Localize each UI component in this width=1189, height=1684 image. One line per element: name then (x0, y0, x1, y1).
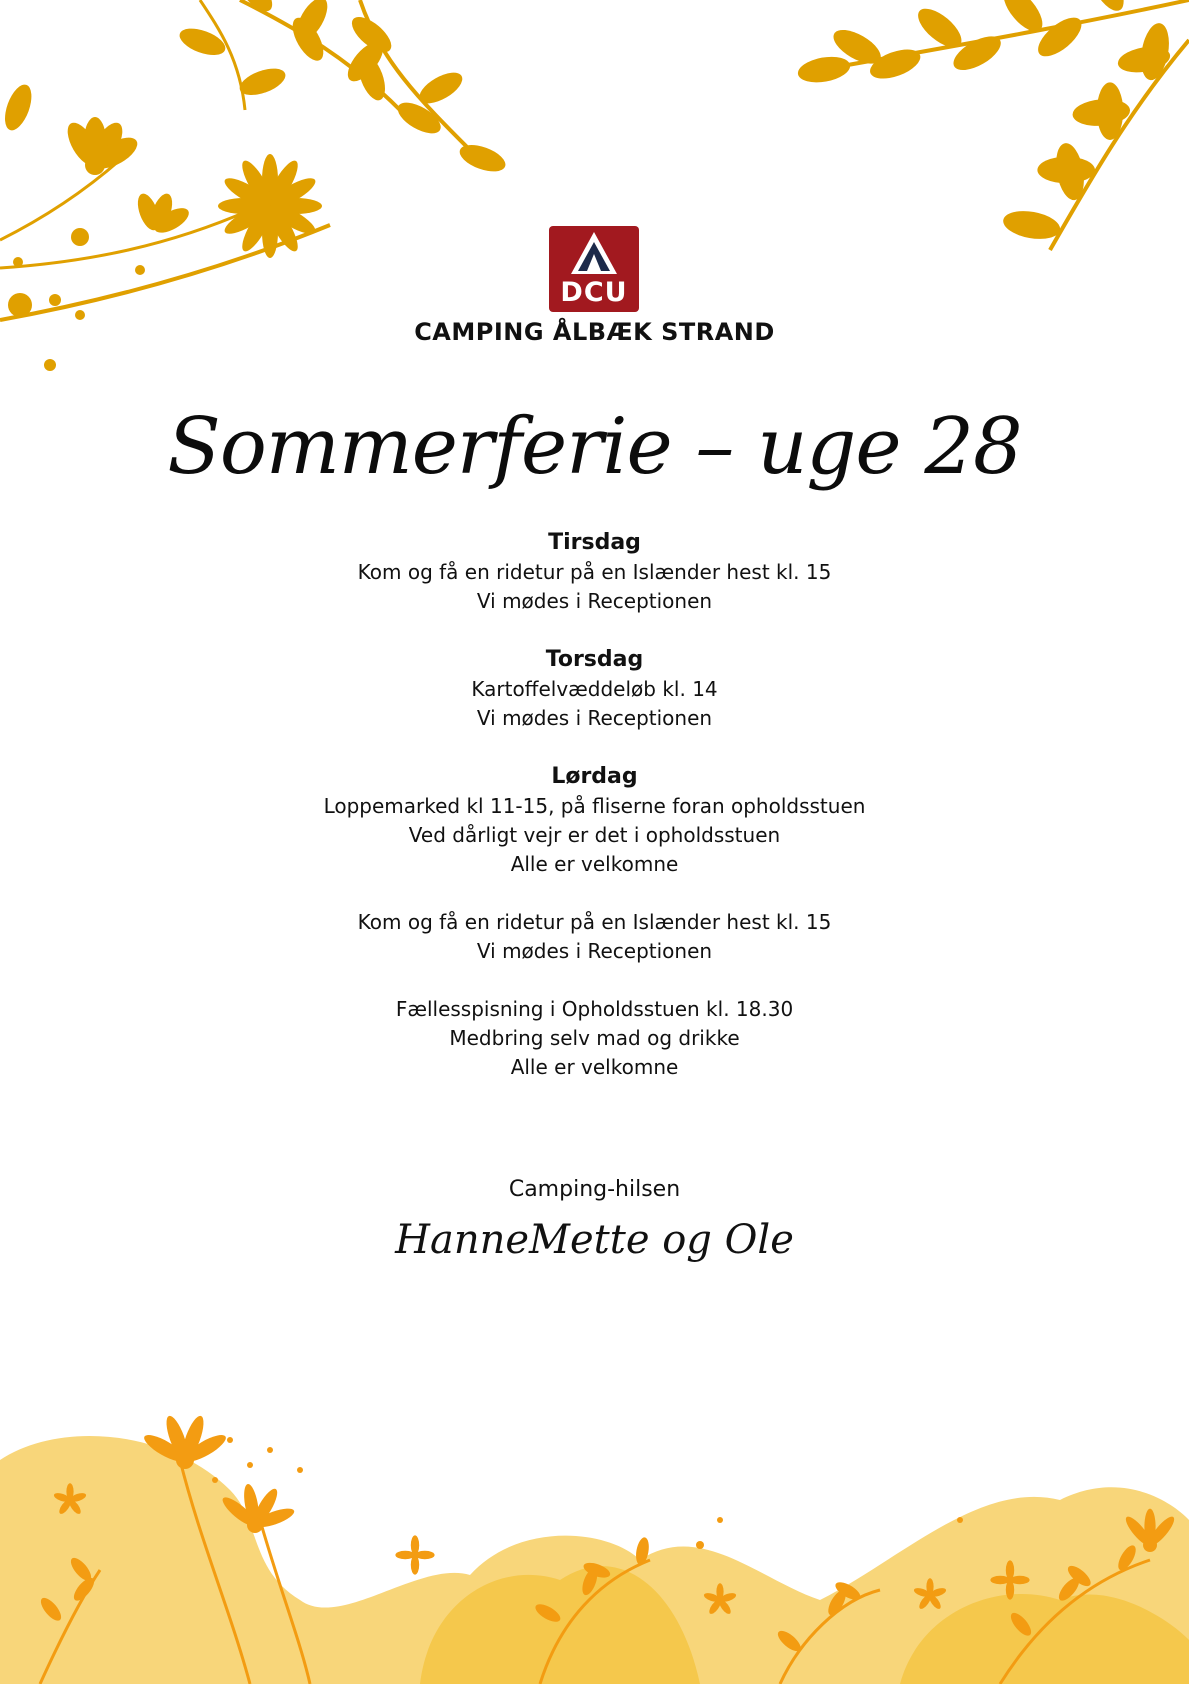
signature: HanneMette og Ole (395, 1217, 794, 1263)
event-line: Kom og få en ridetur på en Islænder hest kl. 15 (357, 910, 832, 934)
day-heading: Torsdag (545, 647, 644, 672)
schedule (0, 528, 1189, 1111)
schedule-item (0, 762, 1189, 879)
top-left-floral (0, 0, 509, 371)
event-line: Fællesspisning i Opholdsstuen kl. 18.30 (395, 997, 794, 1021)
logo-abbreviation: DCU (560, 277, 628, 308)
day-heading: Lørdag (551, 764, 638, 789)
event-line: Alle er velkomne (510, 1055, 679, 1079)
dcu-logo (549, 226, 639, 312)
event-line: Alle er velkomne (510, 852, 679, 876)
page-title: Sommerferie – uge 28 (167, 402, 1022, 492)
campsite-name: CAMPING ÅLBÆK STRAND (414, 318, 775, 346)
event-line: Medbring selv mad og drikke (449, 1026, 740, 1050)
top-right-fern (796, 0, 1189, 250)
event-line: Loppemarked kl 11-15, på fliserne foran opholdsstuen (323, 794, 866, 818)
schedule-item (0, 528, 1189, 616)
schedule-item (0, 995, 1189, 1082)
event-line: Vi mødes i Receptionen (476, 589, 713, 613)
event-line: Kom og få en ridetur på en Islænder hest kl. 15 (357, 560, 832, 584)
event-line: Vi mødes i Receptionen (476, 706, 713, 730)
event-line: Ved dårligt vejr er det i opholdsstuen (408, 823, 781, 847)
day-heading: Tirsdag (548, 530, 641, 555)
greeting: Camping-hilsen (508, 1177, 681, 1202)
bottom-blobs (0, 1436, 1189, 1684)
schedule-item (0, 908, 1189, 966)
schedule-item (0, 645, 1189, 733)
event-line: Vi mødes i Receptionen (476, 939, 713, 963)
event-line: Kartoffelvæddeløb kl. 14 (471, 677, 718, 701)
